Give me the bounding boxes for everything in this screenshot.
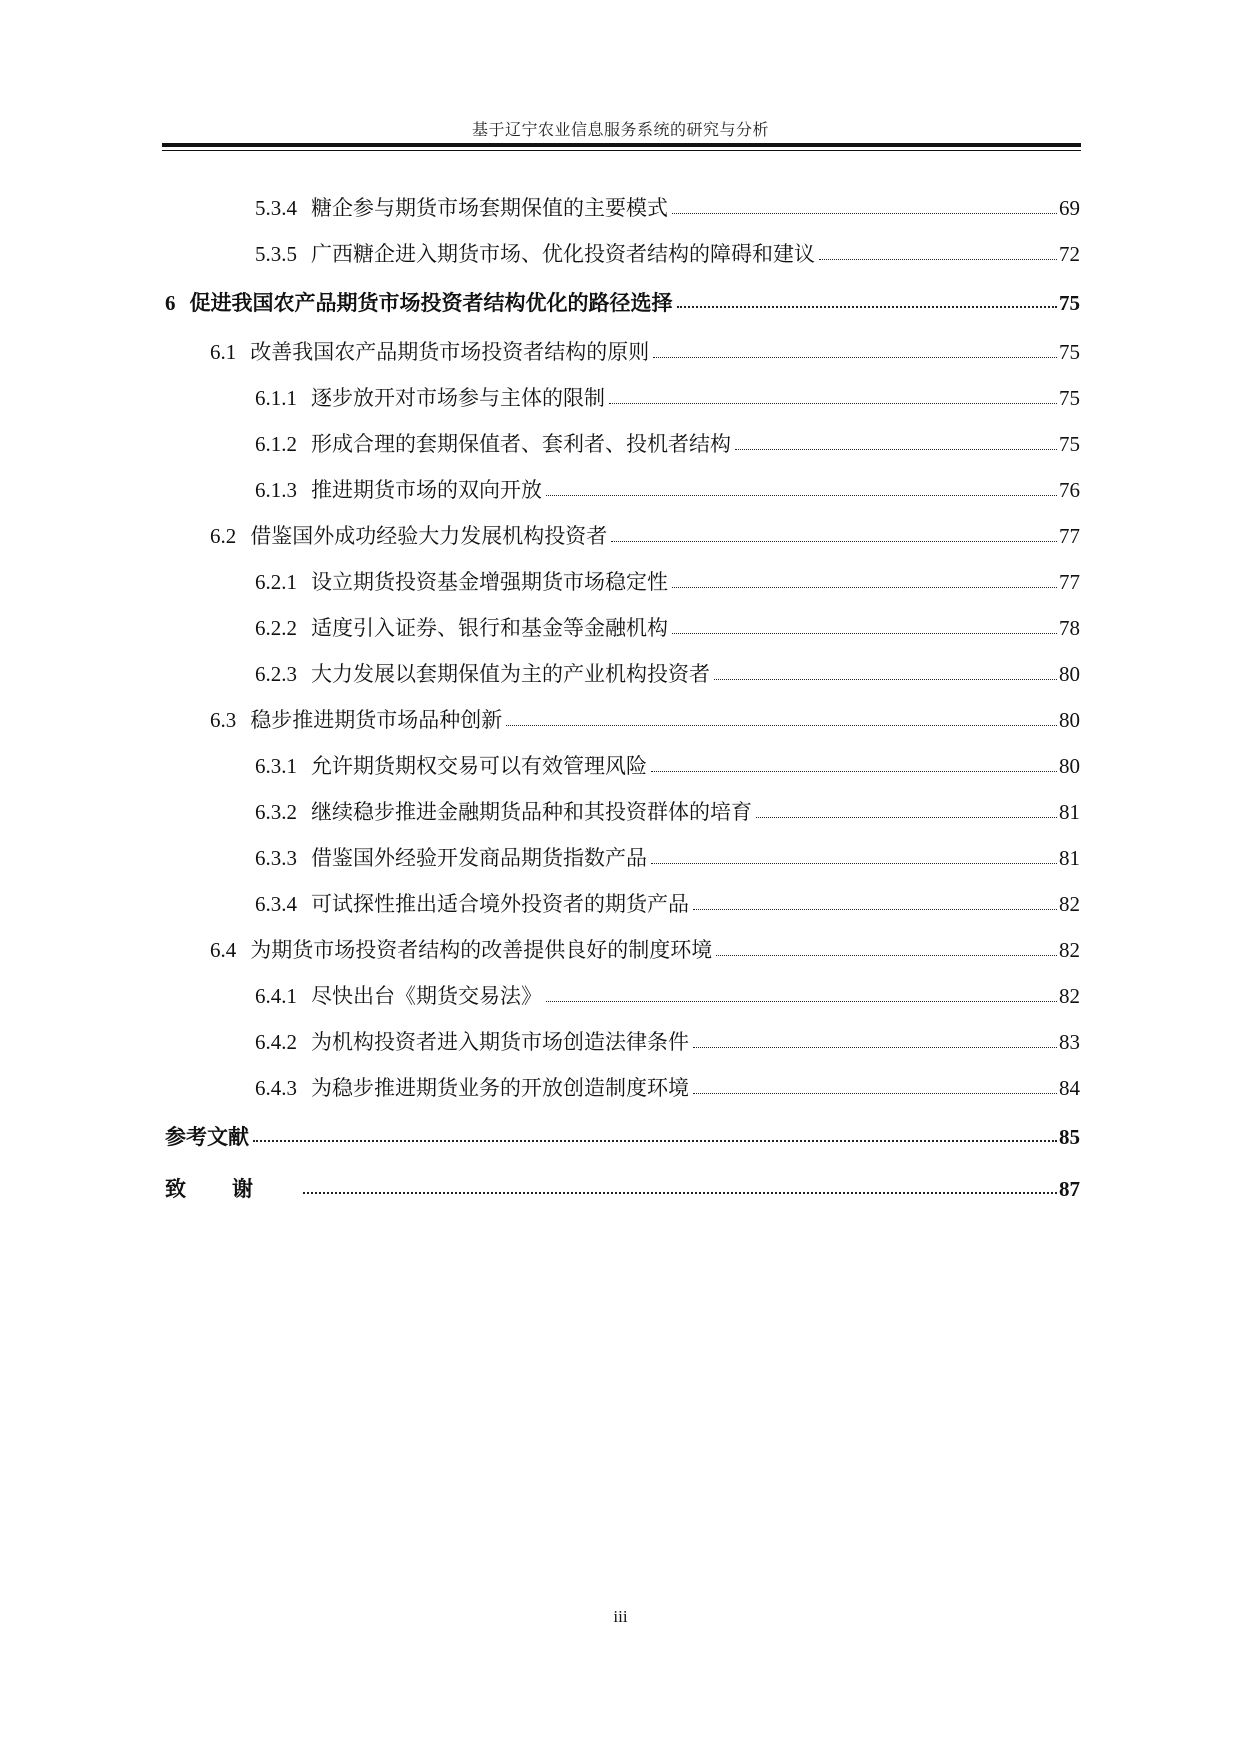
toc-dot-leader — [819, 257, 1057, 260]
toc-entry-title: 广西糖企进入期货市场、优化投资者结构的障碍和建议 — [311, 242, 815, 266]
toc-entry-title: 逐步放开对市场参与主体的限制 — [311, 386, 605, 410]
toc-entry-number: 6.1.2 — [255, 432, 297, 456]
toc-entry-number: 6.4.3 — [255, 1076, 297, 1100]
toc-entry-page: 82 — [1059, 892, 1080, 916]
toc-entry[interactable] — [165, 789, 1080, 835]
toc-entry-title: 大力发展以套期保值为主的产业机构投资者 — [311, 662, 710, 686]
toc-entry-page: 87 — [1059, 1177, 1080, 1201]
toc-entry-number: 6.2.3 — [255, 662, 297, 686]
toc-entry-page: 80 — [1059, 754, 1080, 778]
toc-entry-page: 81 — [1059, 846, 1080, 870]
toc-entry-title: 推进期货市场的双向开放 — [311, 478, 542, 502]
toc-entry[interactable] — [165, 605, 1080, 651]
table-of-contents — [165, 185, 1080, 1215]
toc-entry-title: 促进我国农产品期货市场投资者结构优化的路径选择 — [189, 290, 673, 315]
toc-dot-leader — [651, 769, 1057, 772]
toc-entry[interactable] — [165, 651, 1080, 697]
toc-entry[interactable] — [165, 1019, 1080, 1065]
toc-entry-number: 6.3 — [210, 708, 237, 732]
toc-entry-page: 84 — [1059, 1076, 1080, 1100]
toc-entry-page: 81 — [1059, 800, 1080, 824]
toc-entry-page: 80 — [1059, 708, 1080, 732]
toc-entry-page: 75 — [1059, 432, 1080, 456]
toc-dot-leader — [672, 211, 1057, 214]
toc-entry-number: 6.4.1 — [255, 984, 297, 1008]
toc-entry[interactable] — [165, 881, 1080, 927]
toc-entry-page: 69 — [1059, 196, 1080, 220]
toc-entry-number: 6.1 — [210, 340, 237, 364]
toc-dot-leader — [693, 907, 1057, 910]
toc-dot-leader — [546, 493, 1057, 496]
toc-entry-title: 形成合理的套期保值者、套利者、投机者结构 — [311, 432, 731, 456]
toc-entry-title: 允许期货期权交易可以有效管理风险 — [311, 754, 647, 778]
toc-entry[interactable] — [165, 927, 1080, 973]
toc-entry-title: 改善我国农产品期货市场投资者结构的原则 — [250, 340, 650, 364]
toc-entry-page: 82 — [1059, 938, 1080, 962]
toc-entry[interactable] — [165, 375, 1080, 421]
toc-dot-leader — [546, 999, 1057, 1002]
toc-dot-leader — [716, 953, 1057, 956]
toc-dot-leader — [651, 861, 1057, 864]
toc-dot-leader — [677, 304, 1058, 308]
toc-entry[interactable] — [165, 467, 1080, 513]
toc-entry-number: 6.3.4 — [255, 892, 297, 916]
toc-entry-page: 75 — [1059, 386, 1080, 410]
toc-entry-page: 85 — [1059, 1125, 1080, 1149]
running-header-title: 基于辽宁农业信息服务系统的研究与分析 — [471, 120, 769, 139]
toc-entry[interactable] — [165, 1163, 1080, 1215]
toc-entry[interactable] — [165, 697, 1080, 743]
toc-entry[interactable] — [165, 743, 1080, 789]
toc-entry-number: 6.1.1 — [255, 386, 297, 410]
toc-entry-page: 75 — [1059, 291, 1080, 315]
toc-entry-title: 为机构投资者进入期货市场创造法律条件 — [311, 1030, 689, 1054]
toc-dot-leader — [611, 539, 1057, 542]
toc-dot-leader — [756, 815, 1057, 818]
toc-entry-page: 82 — [1059, 984, 1080, 1008]
toc-entry-page: 83 — [1059, 1030, 1080, 1054]
toc-entry-number: 6.4.2 — [255, 1030, 297, 1054]
toc-entry-page: 76 — [1059, 478, 1080, 502]
toc-entry-number: 6 — [165, 291, 176, 315]
toc-dot-leader — [303, 1190, 1057, 1194]
toc-entry-number: 6.3.3 — [255, 846, 297, 870]
toc-entry-number: 6.2.2 — [255, 616, 297, 640]
toc-entry-page: 80 — [1059, 662, 1080, 686]
toc-entry[interactable] — [165, 559, 1080, 605]
toc-dot-leader — [672, 631, 1057, 634]
toc-entry-number: 6.2 — [210, 524, 237, 548]
toc-entry-title: 借鉴国外经验开发商品期货指数产品 — [311, 846, 647, 870]
toc-entry-title: 继续稳步推进金融期货品种和其投资群体的培育 — [311, 800, 752, 824]
toc-entry-title: 为稳步推进期货业务的开放创造制度环境 — [311, 1076, 689, 1100]
toc-entry-page: 75 — [1059, 340, 1080, 364]
toc-entry[interactable] — [165, 513, 1080, 559]
toc-entry-title: 尽快出台《期货交易法》 — [311, 984, 542, 1008]
toc-entry-number: 6.2.1 — [255, 570, 297, 594]
toc-dot-leader — [672, 585, 1057, 588]
toc-entry[interactable] — [165, 421, 1080, 467]
toc-dot-leader — [735, 447, 1057, 450]
toc-entry-page: 78 — [1059, 616, 1080, 640]
page-number: iii — [613, 1607, 628, 1626]
toc-entry-page: 72 — [1059, 242, 1080, 266]
toc-entry-title: 参考文献 — [165, 1124, 249, 1149]
toc-entry-number: 5.3.4 — [255, 196, 297, 220]
toc-entry[interactable] — [165, 1111, 1080, 1163]
toc-entry-title: 可试探性推出适合境外投资者的期货产品 — [311, 892, 689, 916]
toc-entry-title: 糖企参与期货市场套期保值的主要模式 — [311, 196, 668, 220]
toc-entry-title: 致谢 — [165, 1176, 299, 1201]
toc-entry-number: 6.1.3 — [255, 478, 297, 502]
toc-entry-title: 设立期货投资基金增强期货市场稳定性 — [311, 570, 668, 594]
toc-entry[interactable] — [165, 231, 1080, 277]
toc-dot-leader — [714, 677, 1057, 680]
toc-entry-number: 6.4 — [210, 938, 237, 962]
toc-dot-leader — [506, 723, 1057, 726]
toc-entry[interactable] — [165, 277, 1080, 329]
toc-entry-title: 适度引入证券、银行和基金等金融机构 — [311, 616, 668, 640]
toc-entry-title: 稳步推进期货市场品种创新 — [250, 708, 503, 732]
header-rule-thin — [162, 150, 1081, 151]
toc-dot-leader — [693, 1091, 1057, 1094]
toc-entry-number: 6.3.2 — [255, 800, 297, 824]
header-rule-thick — [162, 143, 1081, 147]
toc-dot-leader — [253, 1138, 1057, 1142]
toc-entry[interactable] — [165, 329, 1080, 375]
toc-dot-leader — [609, 401, 1057, 404]
toc-entry-title: 为期货市场投资者结构的改善提供良好的制度环境 — [250, 938, 713, 962]
toc-entry[interactable] — [165, 1065, 1080, 1111]
toc-entry[interactable] — [165, 835, 1080, 881]
toc-entry-page: 77 — [1059, 570, 1080, 594]
toc-entry-title: 借鉴国外成功经验大力发展机构投资者 — [250, 524, 608, 548]
toc-dot-leader — [693, 1045, 1057, 1048]
toc-entry[interactable] — [165, 973, 1080, 1019]
toc-entry[interactable] — [165, 185, 1080, 231]
toc-dot-leader — [653, 355, 1057, 358]
toc-entry-number: 6.3.1 — [255, 754, 297, 778]
toc-entry-page: 77 — [1059, 524, 1080, 548]
toc-entry-number: 5.3.5 — [255, 242, 297, 266]
